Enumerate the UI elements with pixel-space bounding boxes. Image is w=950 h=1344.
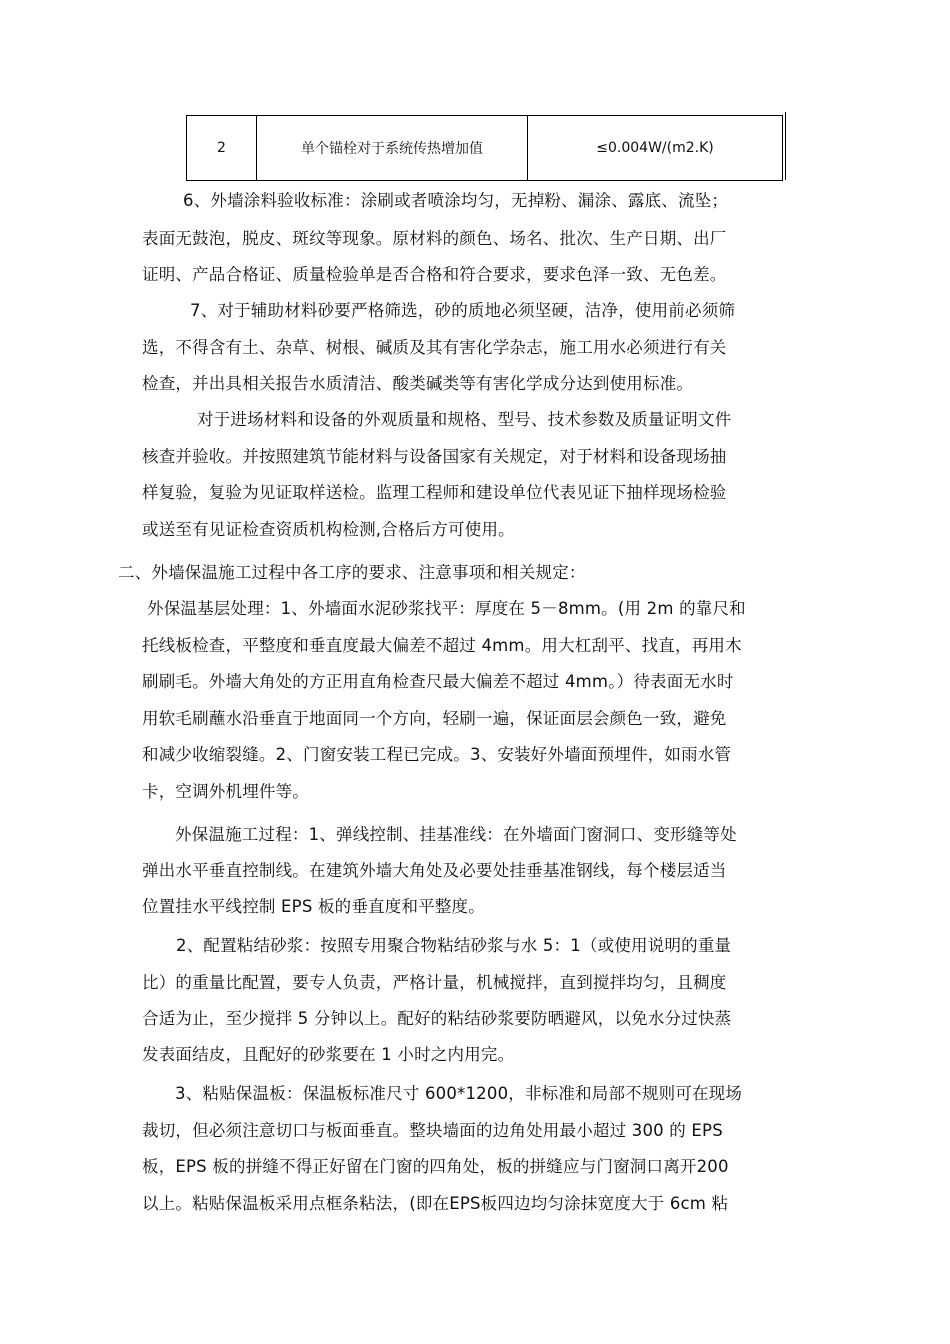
text-line: 3、粘贴保温板：保温板标准尺寸 600*1200，非标准和局部不规则可在现场 [175, 1084, 743, 1103]
text-line: 核查并验收。并按照建筑节能材料与设备国家有关规定，对于材料和设备现场抽 [142, 447, 727, 466]
text-line: 外保温施工过程：1、弹线控制、挂基准线：在外墙面门窗洞口、变形缝等处 [175, 825, 737, 844]
text-line: 检查，并出具相关报告水质清洁、酸类碱类等有害化学成分达到使用标准。 [142, 374, 694, 393]
table-row [187, 116, 783, 181]
text-line: 裁切，但必须注意切口与板面垂直。整块墙面的边角处用最小超过 300 的 EPS [142, 1121, 723, 1140]
text-line: 或送至有见证检查资质机构检测,合格后方可使用。 [142, 520, 515, 539]
text-line: 7、对于辅助材料砂要严格筛选，砂的质地必须坚硬，洁净，使用前必须筛 [190, 301, 736, 320]
text-line: 合适为止，至少搅拌 5 分钟以上。配好的粘结砂浆要防晒避风，以免水分过快蒸 [142, 1009, 732, 1028]
text-line: 比）的重量比配置，要专人负责，严格计量，机械搅拌，直到搅拌均匀，且稠度 [142, 973, 727, 992]
text-line: 选，不得含有土、杂草、树根、碱质及其有害化学杂志，施工用水必须进行有关 [142, 338, 727, 357]
text-line: 刷刷毛。外墙大角处的方正用直角检查尺最大偏差不超过 4mm。）待表面无水时 [142, 672, 734, 691]
text-line: 表面无鼓泡，脱皮、斑纹等现象。原材料的颜色、场名、批次、生产日期、出厂 [142, 229, 727, 248]
spec-table [186, 115, 783, 181]
text-line: 6、外墙涂料验收标准：涂刷或者喷涂均匀，无掉粉、漏涂、露底、流坠； [183, 191, 729, 210]
text-line: 位置挂水平线控制 EPS 板的垂直度和平整度。 [142, 897, 485, 916]
text-line: 外保温基层处理：1、外墙面水泥砂浆找平：厚度在 5－8mm。(用 2m 的靠尺和 [147, 599, 746, 618]
text-line: 托线板检查，平整度和垂直度最大偏差不超过 4mm。用大杠刮平、找直，再用木 [142, 636, 742, 655]
section-heading: 二、外墙保温施工过程中各工序的要求、注意事项和相关规定： [118, 563, 586, 582]
text-line: 发表面结皮，且配好的砂浆要在 1 小时之内用完。 [142, 1045, 515, 1064]
text-line: 卡，空调外机埋件等。 [142, 782, 309, 801]
text-line: 和减少收缩裂缝。2、门窗安装工程已完成。3、安装好外墙面预埋件，如雨水管 [142, 745, 732, 764]
text-line: 用软毛刷蘸水沿垂直于地面同一个方向，轻刷一遍，保证面层会颜色一致，避免 [142, 709, 727, 728]
text-line: 对于进场材料和设备的外观质量和规格、型号、技术参数及质量证明文件 [197, 410, 732, 429]
text-line: 板，EPS 板的拼缝不得正好留在门窗的四角处，板的拼缝应与门窗洞口离开200 [142, 1157, 729, 1176]
text-line: 2、配置粘结砂浆：按照专用聚合物粘结砂浆与水 5：1（或使用说明的重量 [176, 936, 732, 955]
text-line: 弹出水平垂直控制线。在建筑外墙大角处及必要处挂垂基准钢线，每个楼层适当 [142, 861, 727, 880]
table-double-border [785, 112, 786, 180]
table-cell-number: 2 [187, 116, 257, 181]
text-line: 以上。粘贴保温板采用点框条粘法，(即在EPS板四边均匀涂抹宽度大于 6cm 粘 [142, 1194, 729, 1213]
text-line: 样复验，复验为见证取样送检。监理工程师和建设单位代表见证下抽样现场检验 [142, 483, 727, 502]
text-line: 证明、产品合格证、质量检验单是否合格和符合要求，要求色泽一致、无色差。 [142, 265, 727, 284]
table-cell-item: 单个锚栓对于系统传热增加值 [257, 116, 528, 181]
table-cell-value: ≤0.004W/(m2.K) [528, 116, 783, 181]
